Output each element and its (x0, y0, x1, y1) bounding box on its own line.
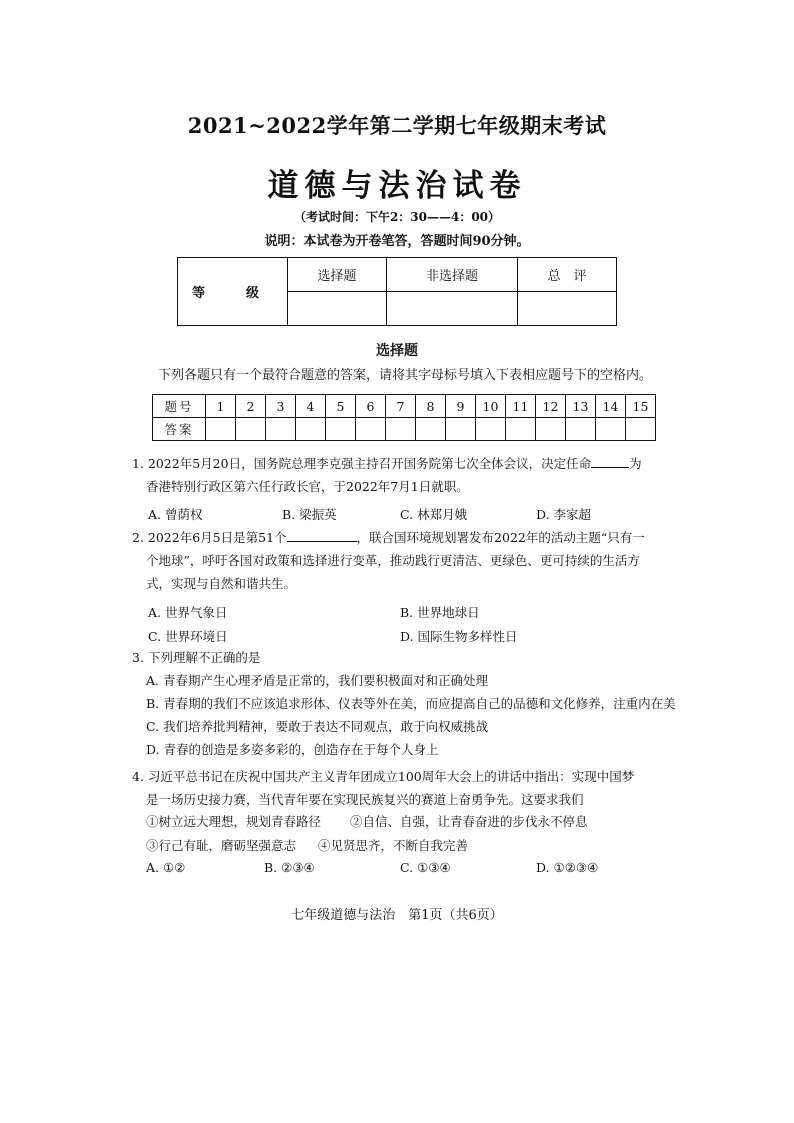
question-number: 6 (356, 395, 386, 418)
statement-4: ④见贤思齐，不断自我完善 (318, 838, 469, 853)
answer-cell[interactable] (536, 418, 566, 441)
answer-cell[interactable] (206, 418, 236, 441)
question-number: 3 (266, 395, 296, 418)
answer-cell[interactable] (476, 418, 506, 441)
question-2-continuation-2: 式，实现与自然和谐共生。 (146, 576, 297, 591)
grade-cell-choice[interactable] (288, 292, 387, 326)
question-number: 14 (596, 395, 626, 418)
answer-table-answer-label: 答案 (153, 418, 206, 441)
question-1 (132, 452, 692, 498)
answer-blank[interactable] (591, 453, 629, 468)
answer-table-number-label: 题号 (153, 395, 206, 418)
statement-1: ①树立远大理想，规划青春路径 (146, 814, 322, 829)
option-c: C. ①③④ (400, 860, 451, 875)
question-number: 7 (386, 395, 416, 418)
question-number: 11 (506, 395, 536, 418)
answer-cell[interactable] (296, 418, 326, 441)
statement-3: ③行己有耻，磨砺坚强意志 (146, 838, 297, 853)
answer-cell[interactable] (506, 418, 536, 441)
answer-cell[interactable] (266, 418, 296, 441)
exam-title: 2021~2022学年第二学期七年级期末考试 (187, 113, 607, 138)
option-b: B. 世界地球日 (400, 605, 480, 620)
answer-cell[interactable] (356, 418, 386, 441)
question-4 (132, 765, 692, 811)
answer-cell[interactable] (596, 418, 626, 441)
grade-cell-nonchoice[interactable] (386, 292, 517, 326)
question-4-stem: 4. 习近平总书记在庆祝中国共产主义青年团成立100周年大会上的讲话中指出：实现中国梦 (132, 769, 635, 784)
answer-cell[interactable] (236, 418, 266, 441)
answer-cell[interactable] (326, 418, 356, 441)
answer-cell[interactable] (416, 418, 446, 441)
option-b: B. 青春期的我们不应该追求形体、仪表等外在美，而应提高自己的品德和文化修养，注重内在美 (146, 696, 676, 711)
option-c: C. 世界环境日 (148, 629, 228, 644)
question-number: 15 (626, 395, 656, 418)
answer-blank[interactable] (287, 527, 357, 542)
question-number: 1 (206, 395, 236, 418)
grade-label: 等 级 (178, 258, 288, 326)
option-c: C. 我们培养批判精神，要敢于表达不同观点，敢于向权威挑战 (146, 719, 489, 734)
answer-cell[interactable] (626, 418, 656, 441)
grade-col-nonchoice: 非选择题 (386, 258, 517, 292)
question-number: 2 (236, 395, 266, 418)
page-footer: 七年级道德与法治 第1页（共6页） (291, 908, 503, 923)
question-3 (132, 646, 692, 761)
option-a: A. 曾荫权 (148, 507, 203, 522)
question-3-stem: 3. 下列理解不正确的是 (132, 650, 261, 665)
option-d: D. 青春的创造是多姿多彩的，创造存在于每个人身上 (146, 742, 439, 757)
question-2-stem-b: ，联合国环境规划署发布2022年的活动主题“只有一 (356, 530, 645, 545)
question-2-continuation-1: 个地球”，呼吁各国对政策和选择进行变革，推动践行更清洁、更绿色、更可持续的生活方 (146, 553, 640, 568)
question-number: 4 (296, 395, 326, 418)
section-title: 选择题 (376, 343, 418, 359)
question-number: 10 (476, 395, 506, 418)
option-d: D. 国际生物多样性日 (400, 629, 518, 644)
question-2 (132, 526, 692, 595)
grade-table (177, 257, 617, 326)
grade-col-total: 总 评 (518, 258, 617, 292)
answer-table-answer-row (153, 418, 656, 441)
question-1-continuation: 香港特别行政区第六任行政长官，于2022年7月1日就职。 (146, 479, 469, 494)
answer-cell[interactable] (446, 418, 476, 441)
answer-cell[interactable] (566, 418, 596, 441)
option-a: A. ①② (146, 860, 186, 875)
question-1-stem (132, 452, 692, 475)
exam-note: 说明：本试卷为开卷笔答，答题时间90分钟。 (264, 234, 530, 249)
answer-cell[interactable] (386, 418, 416, 441)
statement-2: ②自信、自强，让青春奋进的步伐永不停息 (350, 814, 588, 829)
grade-cell-total[interactable] (518, 292, 617, 326)
question-4-continuation: 是一场历史接力赛，当代青年要在实现民族复兴的赛道上奋勇争先。这要求我们 (146, 792, 584, 807)
subject-title: 道德与法治试卷 (267, 168, 527, 204)
option-a: A. 青春期产生心理矛盾是正常的，我们要积极面对和正确处理 (146, 673, 488, 688)
question-number: 8 (416, 395, 446, 418)
question-1-stem-a: 1. 2022年5月20日，国务院总理李克强主持召开国务院第七次全体会议，决定任命 (132, 456, 592, 471)
section-instruction: 下列各题只有一个最符合题意的答案，请将其字母标号填入下表相应题号下的空格内。 (158, 368, 653, 383)
question-2-stem-a: 2. 2022年6月5日是第51个 (132, 530, 287, 545)
option-a: A. 世界气象日 (148, 605, 228, 620)
question-number: 12 (536, 395, 566, 418)
answer-table (152, 394, 656, 441)
question-number: 9 (446, 395, 476, 418)
exam-time: （考试时间：下午2：30——4：00） (293, 210, 501, 224)
option-b: B. 梁振英 (282, 507, 337, 522)
question-1-stem-b: 为 (629, 456, 642, 471)
option-d: D. 李家超 (536, 507, 592, 522)
question-number: 5 (326, 395, 356, 418)
answer-table-number-row (153, 395, 656, 418)
question-number: 13 (566, 395, 596, 418)
grade-col-choice: 选择题 (288, 258, 387, 292)
question-2-stem (132, 526, 692, 549)
option-b: B. ②③④ (264, 860, 315, 875)
option-d: D. ①②③④ (536, 860, 599, 875)
option-c: C. 林郑月娥 (400, 507, 468, 522)
